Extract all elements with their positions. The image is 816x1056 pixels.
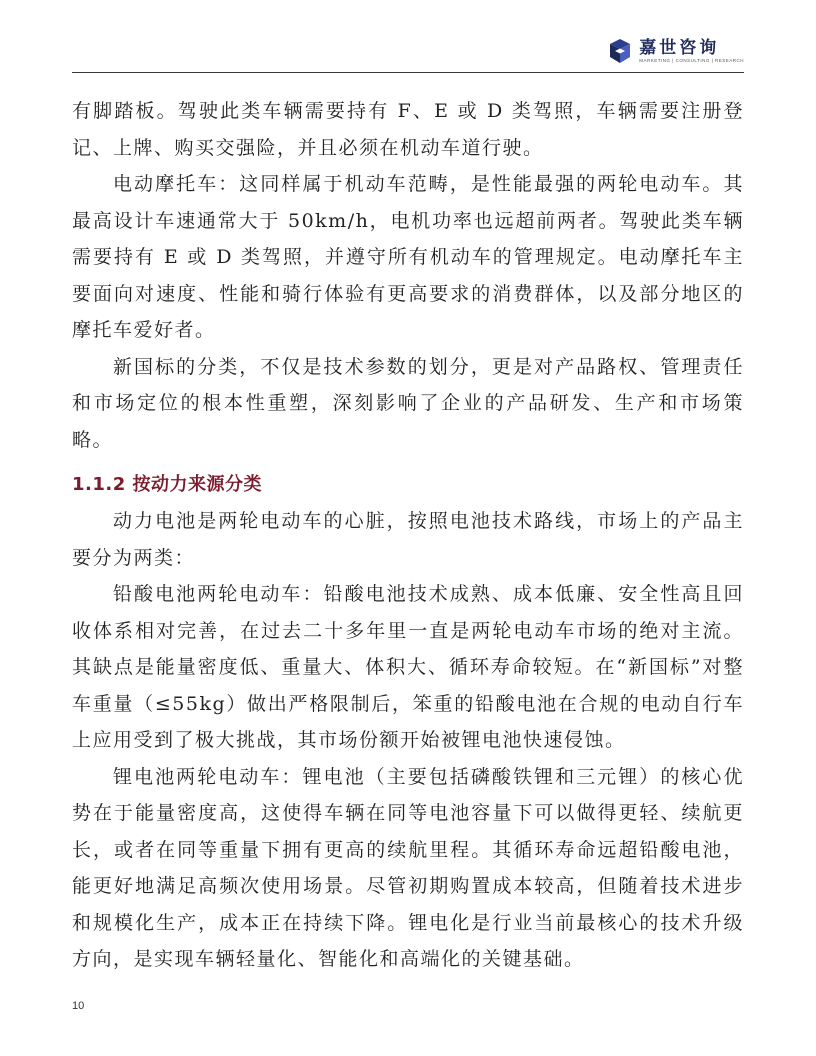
paragraph-electric-motorcycle: 电动摩托车：这同样属于机动车范畴，是性能最强的两轮电动车。其最高设计车速通常大于 50km/h，电机功率也远超前两者。驾驶此类车辆需要持有 E 或 D 类驾照，并遵守所有机动车的管理规定。电动摩托车主要面向对速度、性能和骑行体验有更高要求的消费群体，以及部分地区的摩托车爱好者。 — [72, 173, 744, 341]
paragraph-battery-intro: 动力电池是两轮电动车的心脏，按照电池技术路线，市场上的产品主要分为两类： — [72, 510, 744, 569]
page-number: 10 — [72, 1000, 85, 1012]
paragraph-new-standard-summary: 新国标的分类，不仅是技术参数的划分，更是对产品路权、管理责任和市场定位的根本性重塑，深刻影响了企业的产品研发、生产和市场策略。 — [72, 355, 744, 451]
section-heading: 1.1.2 按动力来源分类 — [72, 474, 263, 495]
page-header — [72, 30, 744, 73]
paragraph-license-continuation: 有脚踏板。驾驶此类车辆需要持有 F、E 或 D 类驾照，车辆需要注册登记、上牌、购买交强险，并且必须在机动车道行驶。 — [72, 100, 744, 159]
paragraph-lead-acid: 铅酸电池两轮电动车：铅酸电池技术成熟、成本低廉、安全性高且回收体系相对完善，在过去二十多年里一直是两轮电动车市场的绝对主流。其缺点是能量密度低、重量大、体积大、循环寿命较短。在“新国标”对整车重量（≤55kg）做出严格限制后，笨重的铅酸电池在合规的电动自行车上应用受到了极大挑战，其市场份额开始被锂电池快速侵蚀。 — [72, 583, 744, 751]
logo-name: 嘉世咨询 — [639, 37, 720, 58]
logo-mark-icon — [607, 38, 633, 64]
document-body — [72, 93, 744, 978]
company-logo — [607, 36, 744, 66]
paragraph-lithium: 锂电池两轮电动车：锂电池（主要包括磷酸铁锂和三元锂）的核心优势在于能量密度高，这使得车辆在同等电池容量下可以做得更轻、续航更长，或者在同等重量下拥有更高的续航里程。其循环寿命远超铅酸电池，能更好地满足高频次使用场景。尽管初期购置成本较高，但随着技术进步和规模化生产，成本正在持续下降。锂电化是行业当前最核心的技术升级方向，是实现车辆轻量化、智能化和高端化的关键基础。 — [72, 765, 744, 970]
logo-tagline: MARKETING | CONSULTING | RESEARCH — [639, 57, 744, 63]
